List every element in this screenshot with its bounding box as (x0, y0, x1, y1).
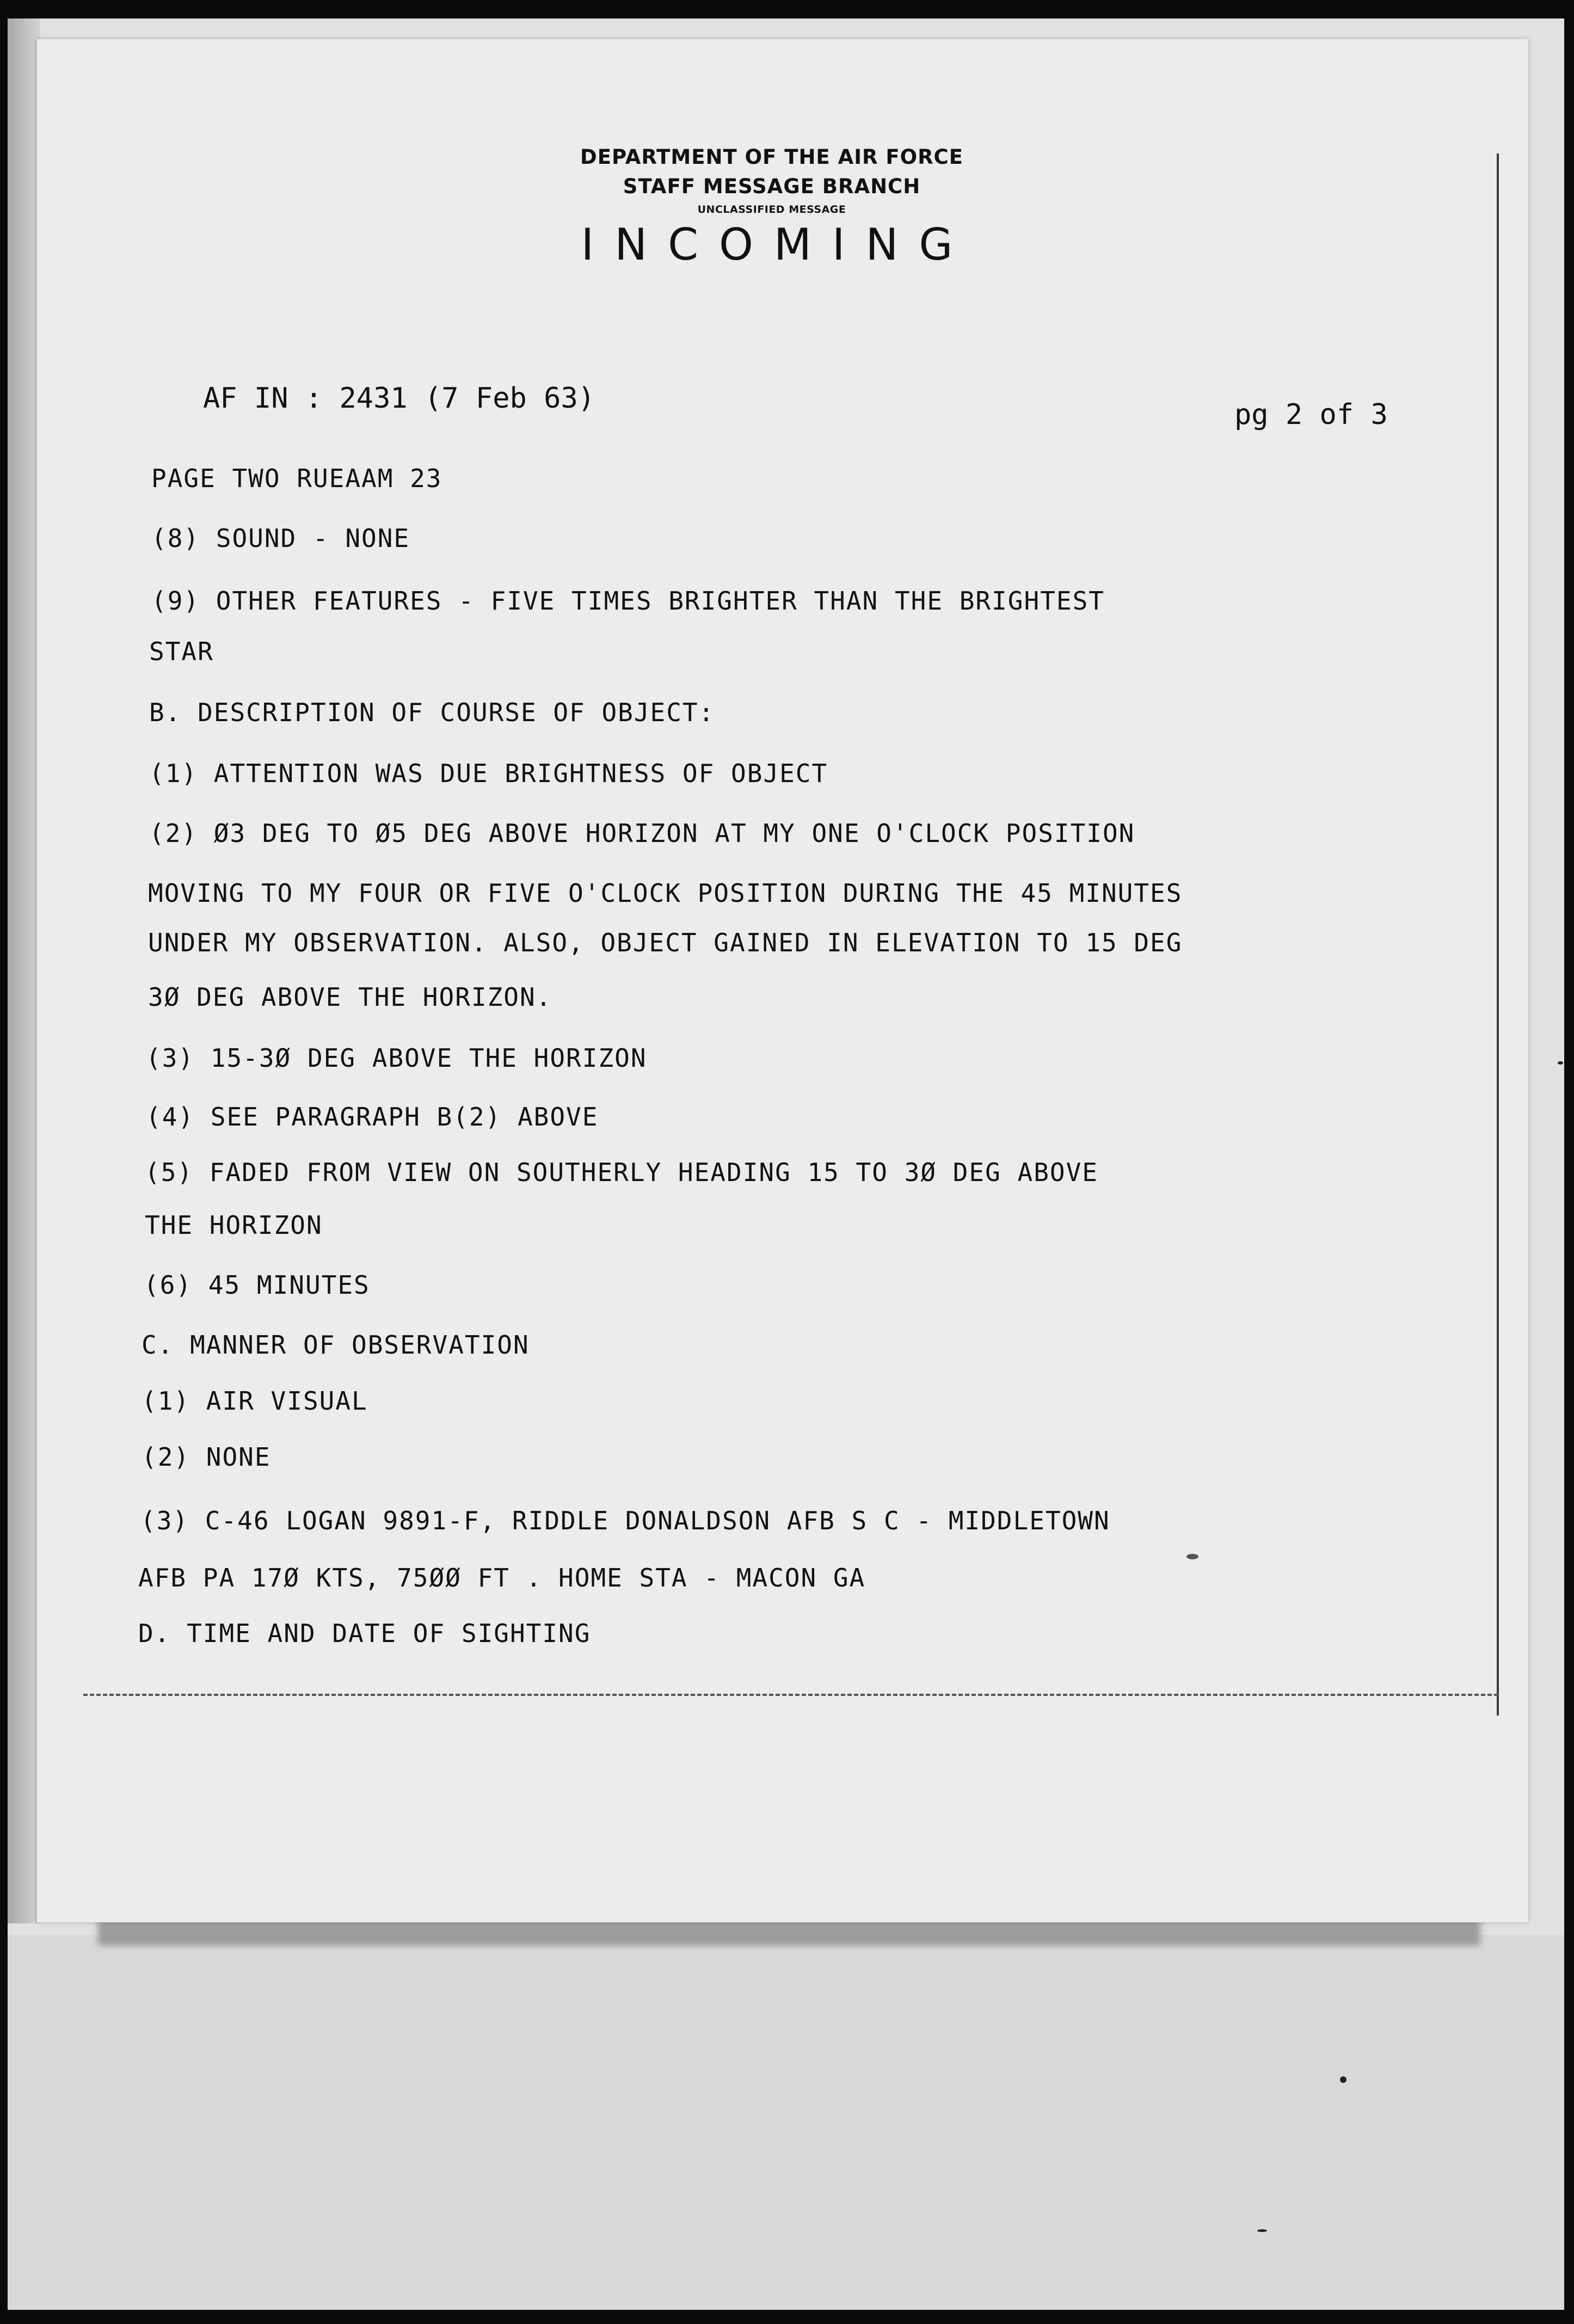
body-line: (5) FADED FROM VIEW ON SOUTHERLY HEADING 15 TO 3Ø DEG ABOVE (145, 1158, 1098, 1187)
body-line: D. TIME AND DATE OF SIGHTING (138, 1619, 591, 1648)
body-line: STAR (149, 637, 214, 666)
body-line: (4) SEE PARAGRAPH B(2) ABOVE (146, 1102, 599, 1132)
body-line: (2) NONE (142, 1442, 271, 1472)
body-line: (2) Ø3 DEG TO Ø5 DEG ABOVE HORIZON AT MY ONE O'CLOCK POSITION (149, 819, 1135, 848)
scan-background-lower (8, 1935, 1564, 2310)
incoming-title: INCOMING (581, 219, 974, 270)
message-header (37, 143, 1572, 272)
body-line: (3) C-46 LOGAN 9891-F, RIDDLE DONALDSON AFB S C - MIDDLETOWN (140, 1506, 1110, 1535)
classification-label: UNCLASSIFIED MESSAGE (697, 204, 846, 216)
page-number: pg 2 of 3 (1234, 398, 1388, 431)
body-line: B. DESCRIPTION OF COURSE OF OBJECT: (149, 698, 715, 727)
body-line: 3Ø DEG ABOVE THE HORIZON. (148, 982, 552, 1012)
branch-title: STAFF MESSAGE BRANCH (623, 175, 921, 198)
body-line: (1) AIR VISUAL (142, 1386, 368, 1416)
body-line: (6) 45 MINUTES (144, 1270, 370, 1300)
body-line: (1) ATTENTION WAS DUE BRIGHTNESS OF OBJECT (149, 759, 828, 788)
scan-speck (1558, 1061, 1563, 1065)
scan-speck (1257, 2229, 1267, 2232)
sheet-cut-line (83, 1694, 1498, 1696)
body-line: (9) OTHER FEATURES - FIVE TIMES BRIGHTER THAN THE BRIGHTEST (151, 586, 1105, 616)
scan-left-edge (8, 19, 40, 1923)
body-line: (8) SOUND - NONE (151, 524, 410, 553)
body-line: THE HORIZON (145, 1210, 323, 1240)
body-line: UNDER MY OBSERVATION. ALSO, OBJECT GAINED IN ELEVATION TO 15 DEG (148, 928, 1183, 957)
body-line: MOVING TO MY FOUR OR FIVE O'CLOCK POSITION DURING THE 45 MINUTES (148, 878, 1183, 908)
sheet-right-rule (1497, 153, 1499, 1716)
scan-speck (1186, 1554, 1198, 1559)
sheet-shadow (98, 1919, 1480, 1946)
af-in-reference: AF IN : 2431 (7 Feb 63) (203, 382, 595, 415)
department-title: DEPARTMENT OF THE AIR FORCE (580, 145, 963, 169)
body-line: (3) 15-3Ø DEG ABOVE THE HORIZON (146, 1043, 647, 1073)
body-line: PAGE TWO RUEAAM 23 (151, 464, 442, 493)
message-sheet (37, 39, 1528, 1922)
scan-speck (1340, 2076, 1346, 2083)
body-line: AFB PA 17Ø KTS, 75ØØ FT . HOME STA - MACON GA (138, 1563, 866, 1593)
body-line: C. MANNER OF OBSERVATION (142, 1330, 530, 1360)
